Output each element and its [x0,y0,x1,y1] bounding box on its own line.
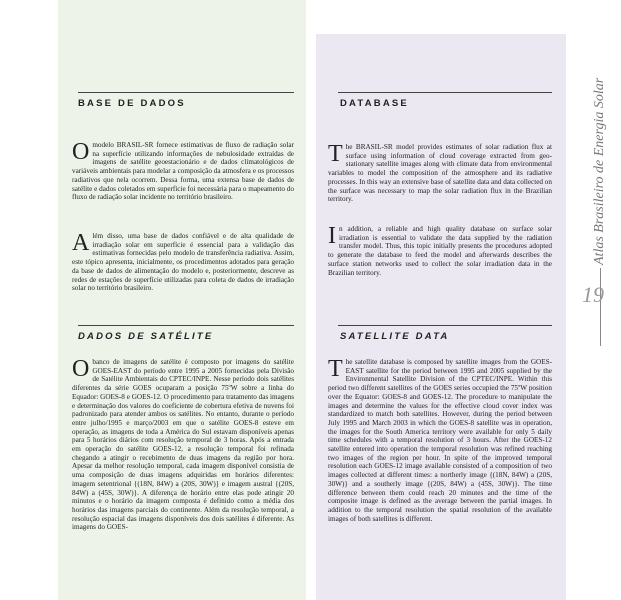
paragraph-text: he BRASIL-SR model provides estimates of solar radiation flux at surface using information of cloud coverage extracted from geo-stationary satellite images along with climate data from environmental variables to model the composition of the atmosphere and its radiative processes. In this way an extensive base of satellite data and data collected on the surface was necessary to map the solar radiation flux in the Brazilian territory. [328,143,552,204]
drop-cap: I [328,223,336,249]
paragraph-text: lém disso, uma base de dados confiável e de alta qualidade de irradiação solar em superfície é essencial para a validação das estimativas fornecidas pelo modelo de transferência radiativa. Assim, este tópico apresenta, inicialmente, os procedimentos adotados para geração da base de dados de alimentação do modelo e, posteriormente, descreve as redes de estações de superfície utilizadas para coleta de dados de irradiação solar no território brasileiro. [72,232,294,293]
paragraph-base-de-dados-1 [72,141,294,202]
section-rule [338,325,552,326]
drop-cap: T [328,356,343,382]
paragraph-base-de-dados-2 [72,232,294,293]
paragraph-text: n addition, a reliable and high quality database on surface solar irradiation is essential to validate the data supplied by the radiation transfer model. Thus, this topic initially presents the procedures adopted to generate the database to feed the model and afterwards describes the surface station networks used to collect the solar irradiation data in the Brazilian territory. [328,225,552,277]
drop-cap: A [72,230,90,256]
drop-cap: O [72,139,90,165]
paragraph-dados-de-satelite [72,358,294,532]
section-heading-database: DATABASE [340,98,409,109]
paragraph-text: he satellite database is composed by satellite images from the GOES-EAST satellite for the period between 1995 and 2005 supplied by the Environmental Satellite Division of the CPTEC/INPE. Within this period two different satellites of the GOES series occupied the 75ºW position over the Equator: GOES-8 and GOES-12. The procedure to manipulate the images and determine the values for the effective cloud cover index was standardized to match both satellites. However, during the period between July 1995 and March 2003 in which the GOES-8 satellite was in operation, the images for the South America territory were available for only 5 daily time schedules with a temporal resolution of 3 hours. After the GOES-12 satellite entered into operation the temporal resolution was refined reaching two images of the region per hour. In spite of the improved temporal resolution each GOES-12 image available consisted of a composition of two images collected at different times: a northerly image {(18N, 84W) a (20S, 30W)} and a southerly image {(20S, 84W) a (45S, 30W)}. The time difference between them could reach 20 minutes and the time of the composite image is defined as the average between the partial images. In addition to the temporal resolution the spatial resolution of the available images of both satellites is different. [328,358,552,523]
paragraph-database-2 [328,225,552,277]
paragraph-text: banco de imagens de satélite é composto por imagens do satélite GOES-EAST do período entre 1995 a 2005 fornecidas pela Divisão de Satélite Ambientais do CPTEC/INPE. Nesse período dois satélites diferentes da série GOES ocuparam a posição 75ºW sobre a linha do Equador: GOES-8 e GOES-12. O procedimento para tratamento das imagens e determinação dos valores do coeficiente de cobertura efetiva de nuvens foi padronizado para atender ambos os satélites. No entanto, durante o período entre julho/1995 e março/2003 em que o satélite GOES-8 esteve em operação, as imagens de toda a América do Sul estavam disponíveis apenas para 5 horários diários com resolução temporal de 3 horas. Após a entrada em operação do satélite GOES-12, a resolução temporal foi refinada chegando a atingir o recebimento de duas imagens da região por hora. Apesar da melhor resolução temporal, cada imagem disponível consistia de uma composição de duas imagens adquiridas em horários diferentes: imagem setentrional {(18N, 84W) a (20S, 30W)} e imagem austral {(20S, 84W) a (45S, 30W)}. A diferença de horário entre elas pode atingir 20 minutos e o horário da imagem composta é definido como a média dos horários das imagens parciais do continente. Além da resolução temporal, a resolução espacial das imagens disponíveis dos dois satélites é diferente. As imagens do GOES- [72,358,294,532]
section-rule [338,92,552,93]
drop-cap: T [328,141,343,167]
section-rule [78,92,294,93]
running-title: Atlas Brasileiro de Energia Solar [592,77,607,265]
section-heading-dados-de-satelite: DADOS DE SATÉLITE [78,331,214,342]
section-rule [78,325,294,326]
page-number: 19 [582,282,604,307]
paragraph-satellite-data [328,358,552,523]
section-heading-base-de-dados: BASE DE DADOS [78,98,186,109]
paragraph-text: modelo BRASIL-SR fornece estimativas de fluxo de radiação solar na superfície utilizando informações de nebulosidade extraídas de imagens de satélite geoestacionário e de dados climatológicos de variáveis ambientais para modelar a composição da atmosfera e os processos radiativos que nela ocorrem. Dessa forma, uma extensa base de dados de satélite e dados coletados em superfície foi necessária para o mapeamento do fluxo de radiação solar incidente no território brasileiro. [72,141,294,202]
paragraph-database-1 [328,143,552,204]
section-heading-satellite-data: SATELLITE DATA [340,331,450,342]
drop-cap: O [72,356,90,382]
